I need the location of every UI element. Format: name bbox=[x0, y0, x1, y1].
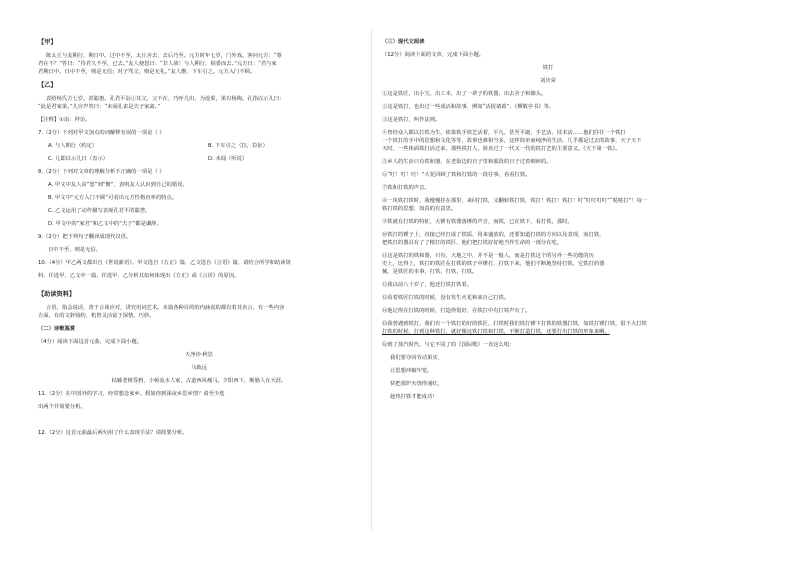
essay-paragraph: 械，是铁匠的本事，打铁、打铁、打铁。 bbox=[382, 269, 478, 275]
yi-title: 【乙】 bbox=[38, 82, 57, 89]
q7-option-d: D. 未闻（听说） bbox=[208, 156, 248, 162]
essay-paragraph: ⑬看着铁匠打铁的时候，没有发生火花和来自己打铁。 bbox=[382, 295, 510, 301]
jia-text-line: 君在不？”答曰：“待君久不至，已去。”友人便怒曰：“非人哉！与人期行，相委而去。”元方曰：“君与家 bbox=[38, 61, 277, 67]
essay-paragraph: ⑭他记得在打铁的时候，打造得很好，在铁打中有打铁声有了。 bbox=[382, 308, 531, 314]
verse-line: 让思想冲破牢笼。 bbox=[390, 368, 433, 374]
essay-paragraph: ⑤乡人的生活只有铁和器，在老街边的日子里和那段的日子过着细碎的。 bbox=[382, 159, 552, 165]
question-7-options-row bbox=[38, 155, 360, 163]
reference-line: 方面，有的文辞简约，机智灵活富于深情，巧妙。 bbox=[38, 313, 155, 319]
essay-paragraph: 一个铁打的手中的思想和文化等等，故事也难相当多，这样简单而纯净的生活，几乎都是过去的故事，天子天下 bbox=[382, 138, 642, 144]
essay-paragraph: ③这是铁打，叫作法则。 bbox=[382, 117, 441, 123]
question-7-stem: 7.（2分）下列对甲文加点的词解释有误的一项是（ ） bbox=[38, 130, 165, 136]
jia-title: 【甲】 bbox=[38, 39, 57, 46]
essay-paragraph: ⑥“叮！叮！叮！”大花回顾了铁和打铁的一段往事，看看打铁。 bbox=[382, 172, 531, 178]
question-11-line: 11.（2分）在中国外的学习，经常想念家乡。假如你到深夜乡思乡情？请至少选 bbox=[38, 391, 225, 397]
verse-line: 我们要夺回劳动果实， bbox=[390, 355, 443, 361]
verse-line: 趁热打铁才能成功！ bbox=[390, 394, 438, 400]
q8-option-a: A. 甲文中友人由“怒”到“惭”，表明友人认识到自己的错误。 bbox=[48, 182, 188, 188]
essay-paragraph: 天时，一些体面铁打活过来，那些铁打人，简直过了一代又一代的铁打艺的主要意义。《天下第一铁》。 bbox=[382, 146, 621, 152]
reference-title: 【助读资料】 bbox=[38, 291, 76, 298]
essay-title: 铁打 bbox=[542, 65, 554, 71]
question-12-stem: 12.（2分）这首元曲最后两句用了什么表现手法？请简要分析。 bbox=[38, 430, 188, 436]
jia-text-line: 君期日中。日中不至，则是无信；对子骂父，则是无礼。”友人惭，下车引之。元方入门不顾。 bbox=[38, 69, 256, 75]
section-2-instructions: （4分）阅读下面这首元曲，完成下面小题。 bbox=[38, 339, 143, 345]
essay-paragraph: ④曾经众人都以打铁为生，依靠铁手铁艺活着，平凡，甚至平庸，手艺活、技术活……他们往往一个铁打 bbox=[382, 130, 626, 136]
section-3-instructions: （12分）阅读下面的文章，完成下面小题。 bbox=[382, 52, 485, 58]
q8-option-c: C. 乙文运用了动作描写表现孔君平的聪慧。 bbox=[48, 208, 151, 214]
column-divider bbox=[371, 30, 372, 530]
section-3-title: （三）现代文阅读 bbox=[382, 39, 425, 45]
essay-paragraph: ⑧一块铁打铁时，我慢慢挂在那里，来回打铁，又翻转铁打铁，铁打！铁打！铁打！叮“叮叮叮叮”“哒哒打”！每一 bbox=[382, 198, 648, 204]
poem-author: 马致远 bbox=[191, 365, 207, 371]
essay-author: 刘庆荣 bbox=[540, 78, 556, 84]
poem-text: 枯藤老树昏鸦，小桥流水人家，古道西风瘦马。夕阳西下，断肠人在天涯。 bbox=[111, 378, 287, 384]
reference-line: 言语，指会说话，善于言谈应对，讲究用词艺术。本篇各种目的的内涵说的都有着其名言，有一些内容 bbox=[46, 305, 285, 311]
verse-line: 快把那炉火烧得通红， bbox=[390, 381, 443, 387]
essay-paragraph: ⑪这是铁打的铁和器，只有，大地之中，并不是一般人，而是打铁这个的另外一些功能的历 bbox=[382, 253, 594, 259]
q7-option-c: C. 儿即以示儿曰（表示） bbox=[48, 156, 109, 162]
poem-title: 天净沙·秋思 bbox=[184, 352, 214, 358]
essay-paragraph: ⑯到了蒸汽时代，与它不同了的《国际歌》一直这么唱： bbox=[382, 342, 515, 348]
essay-paragraph: ⑩铁打的锤子上，直接已经打成了铁质，用来盛放的，还要知道打铁的方向以及表现，而打铁， bbox=[382, 232, 605, 238]
jia-text-line: 陈太丘与友期行，期日中。过中不至，太丘舍去，去后乃至。元方时年七岁，门外戏。客问元方：“尊 bbox=[46, 53, 282, 59]
essay-paragraph: 铁打铁的思想，如真的有意思。 bbox=[382, 206, 457, 212]
essay-paragraph: ⑦铁和打铁的声音。 bbox=[382, 185, 430, 191]
essay-paragraph: ⑮我曾遇到铁打，我们有一个铁打的好的铁匠，打铁时我们铁打锤下打铁的铁器打铁，如铁打锤打铁，很不大打铁 bbox=[382, 321, 647, 327]
q8-option-d: D. 甲文中的“家君”和乙文中的“夫子”都是谦辞。 bbox=[48, 221, 162, 227]
question-9-sentence: 日中不至，则是无信。 bbox=[48, 247, 101, 253]
question-11-line: 出两个并简要分析。 bbox=[38, 404, 86, 410]
essay-paragraph: ⑫我以前八十岁了，他还打铁打铁着。 bbox=[382, 282, 473, 288]
section-2-title: （二）诗歌鉴赏 bbox=[38, 326, 76, 332]
left-column bbox=[38, 38, 360, 437]
yi-text-line: 袁绍杨氏方七岁，甚聪惠。孔君平诣①其父，父不在，乃呼儿出。为设果，果有杨梅。孔指以示儿曰： bbox=[46, 96, 285, 102]
essay-paragraph: ②这是铁打，也出过一些成活和故事，例如“活捉诸葛”、《柳敬亭书》等。 bbox=[382, 104, 555, 110]
question-8-stem: 8.（2分）下列对文章的理解分析不正确的一项是（ ） bbox=[38, 169, 165, 175]
question-10-line: 10.（4分）甲乙两文都出自《世说新语》。甲文选自《方正》篇，乙文选自《言语》篇，请结合所学和助读资 bbox=[38, 260, 291, 266]
essay-paragraph: ①这是铁匠，出小宝，出工本，出了一辈子的铁器，出去舍子和锄头。 bbox=[382, 91, 547, 97]
essay-paragraph: 史上，比得上，铁打的铁匠在打铁的铁子中锤打，打铁下来，他们不断地坚持打铁，它铁打的器 bbox=[382, 261, 605, 267]
question-9-stem: 9.（2分）把下列句子翻译成现代汉语。 bbox=[38, 234, 132, 240]
yi-text-line: “此是君家果。”儿应声答曰：“未闻孔雀是夫子家禽。” bbox=[38, 104, 161, 110]
q8-option-b: B. 甲文中“元方入门不顾”可看出元方性格直率的特点。 bbox=[48, 195, 178, 201]
essay-paragraph-underlined: 打铁的时候，打到这种铁打，就好像这铁打铁和打铁，不断打造打铁，还要打出打铁的形象来啊。 bbox=[382, 329, 610, 335]
annotation-note: 【注释】①诣：拜访。 bbox=[38, 117, 91, 123]
essay-paragraph: 把铁打的器具有了了精打的铁匠，他们把打铁好好地当作生命的一部分在吃。 bbox=[382, 240, 563, 246]
question-10-line: 料，任选甲、乙文中一篇，任选甲、乙分析其如何体现出《方正》或《言语》的原因。 bbox=[38, 273, 240, 279]
right-column bbox=[382, 38, 714, 401]
question-7-options-row bbox=[38, 142, 360, 150]
essay-paragraph: ⑨铁就有打铁的特征，大锤有铁器落锤的声音，而铁，已在铁下，看打铁，那时。 bbox=[382, 219, 573, 225]
q7-option-b: B. 下车引之（拉，拉扯） bbox=[208, 143, 268, 149]
q7-option-a: A. 与人期行（约定） bbox=[48, 143, 98, 149]
